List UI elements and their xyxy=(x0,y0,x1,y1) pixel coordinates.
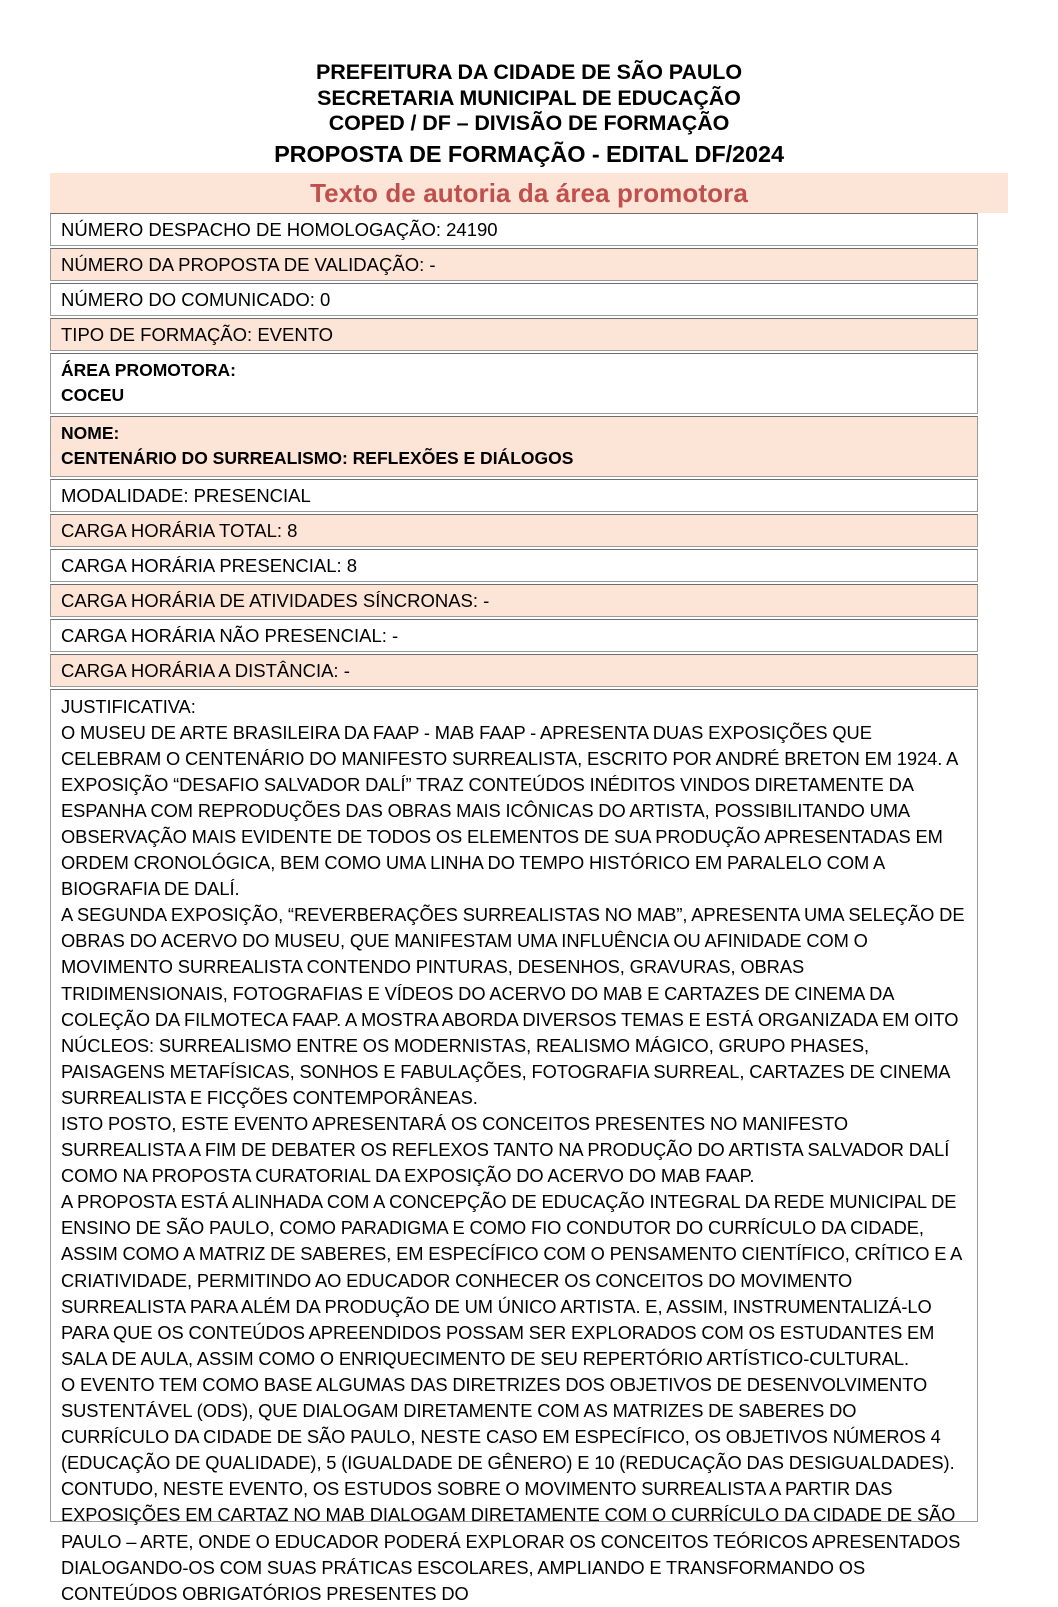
field-row xyxy=(50,479,978,512)
field-row xyxy=(50,549,978,582)
header-line-1: PREFEITURA DA CIDADE DE SÃO PAULO xyxy=(316,60,742,84)
justificativa-paragraph: ISTO POSTO, ESTE EVENTO APRESENTARÁ OS CONCEITOS PRESENTES NO MANIFESTO SURREALISTA A FIM DE DEBATER OS REFLEXOS TANTO NA PRODUÇÃO DO ARTISTA SALVADOR DALÍ COMO NA PROPOSTA CURATORIAL DA EXPOSIÇÃO DO ACERVO DO MAB FAAP. xyxy=(61,1113,950,1187)
field-value: COCEU xyxy=(61,384,125,405)
field-row xyxy=(50,416,978,477)
field-label: NÚMERO DESPACHO DE HOMOLOGAÇÃO: 24190 xyxy=(61,218,498,240)
field-row xyxy=(50,514,978,547)
field-label: CARGA HORÁRIA A DISTÂNCIA: - xyxy=(61,659,350,681)
field-row xyxy=(50,353,978,414)
justificativa-label: JUSTIFICATIVA: xyxy=(61,695,196,717)
field-row xyxy=(50,248,978,281)
section-banner xyxy=(50,173,1008,213)
justificativa-paragraph: O MUSEU DE ARTE BRASILEIRA DA FAAP - MAB FAAP - APRESENTA DUAS EXPOSIÇÕES QUE CELEBRAM O CENTENÁRIO DO MANIFESTO SURREALISTA, ESCRITO POR ANDRÉ BRETON EM 1924. A EXPOSIÇÃO “DESAFIO SALVADOR DALÍ” TRAZ CONTEÚDOS INÉDITOS VINDOS DIRETAMENTE DA ESPANHA COM REPRODUÇÕES DAS OBRAS MAIS ICÔNICAS DO ARTISTA, POSSIBILITANDO UMA OBSERVAÇÃO MAIS EVIDENTE DE TODOS OS ELEMENTOS DE SUA PRODUÇÃO APRESENTADAS EM ORDEM CRONOLÓGICA, BEM COMO UMA LINHA DO TEMPO HISTÓRICO EM PARALELO COM A BIOGRAFIA DE DALÍ. xyxy=(61,721,958,900)
justificativa-paragraph: A PROPOSTA ESTÁ ALINHADA COM A CONCEPÇÃO DE EDUCAÇÃO INTEGRAL DA REDE MUNICIPAL DE ENSINO DE SÃO PAULO, COMO PARADIGMA E COMO FIO CONDUTOR DO CURRÍCULO DA CIDADE, ASSIM COMO A MATRIZ DE SABERES, EM ESPECÍFICO COM O PENSAMENTO CIENTÍFICO, CRÍTICO E A CRIATIVIDADE, PERMITINDO AO EDUCADOR CONHECER OS CONCEITOS DO MOVIMENTO SURREALISTA PARA ALÉM DA PRODUÇÃO DE UM ÚNICO ARTISTA. E, ASSIM, INSTRUMENTALIZÁ-LO PARA QUE OS CONTEÚDOS APREENDIDOS POSSAM SER EXPLORADOS COM OS ESTUDANTES EM SALA DE AULA, ASSIM COMO O ENRIQUECIMENTO DE SEU REPERTÓRIO ARTÍSTICO-CULTURAL. xyxy=(61,1191,962,1369)
field-row xyxy=(50,213,978,246)
field-label: CARGA HORÁRIA NÃO PRESENCIAL: - xyxy=(61,624,399,646)
field-label: NÚMERO DO COMUNICADO: 0 xyxy=(61,288,331,310)
justificativa-paragraph: A SEGUNDA EXPOSIÇÃO, “REVERBERAÇÕES SURREALISTAS NO MAB”, APRESENTA UMA SELEÇÃO DE OBRAS DO ACERVO DO MUSEU, QUE MANIFESTAM UMA INFLUÊNCIA OU AFINIDADE COM O MOVIMENTO SURREALISTA CONTENDO PINTURAS, DESENHOS, GRAVURAS, OBRAS TRIDIMENSIONAIS, FOTOGRAFIAS E VÍDEOS DO ACERVO DO MAB E CARTAZES DE CINEMA DA COLEÇÃO DA FILMOTECA FAAP. A MOSTRA ABORDA DIVERSOS TEMAS E ESTÁ ORGANIZADA EM OITO NÚCLEOS: SURREALISMO ENTRE OS MODERNISTAS, REALISMO MÁGICO, GRUPO PHASES, PAISAGENS METAFÍSICAS, SONHOS E FABULAÇÕES, FOTOGRAFIA SURREAL, CARTAZES DE CINEMA SURREALISTA E FICÇÕES CONTEMPORÂNEAS. xyxy=(61,904,965,1108)
justificativa-block xyxy=(50,689,978,1604)
banner-title: Texto de autoria da área promotora xyxy=(310,177,748,208)
field-row xyxy=(50,283,978,316)
field-label: CARGA HORÁRIA TOTAL: 8 xyxy=(61,519,298,541)
header-line-3: COPED / DF – DIVISÃO DE FORMAÇÃO xyxy=(328,111,730,135)
header-line-2: SECRETARIA MUNICIPAL DE EDUCAÇÃO xyxy=(317,85,741,110)
field-row xyxy=(50,619,978,652)
field-row xyxy=(50,318,978,351)
field-label: MODALIDADE: PRESENCIAL xyxy=(61,484,311,506)
field-label: CARGA HORÁRIA PRESENCIAL: 8 xyxy=(61,554,358,576)
field-label: ÁREA PROMOTORA: xyxy=(61,359,236,380)
justificativa-paragraph: CONTUDO, NESTE EVENTO, OS ESTUDOS SOBRE O MOVIMENTO SURREALISTA A PARTIR DAS EXPOSIÇÕES EM CARTAZ NO MAB DIALOGAM DIRETAMENTE COM O CURRÍCULO DA CIDADE DE SÃO PAULO – ARTE, ONDE O EDUCADOR PODERÁ EXPLORAR OS CONCEITOS TEÓRICOS APRESENTADOS DIALOGANDO-OS COM SUAS PRÁTICAS ESCOLARES, AMPLIANDO E TRANSFORMANDO OS CONTEÚDOS OBRIGATÓRIOS PRESENTES DO xyxy=(61,1478,961,1604)
document-header xyxy=(0,0,1058,169)
field-label: NOME: xyxy=(61,422,120,443)
field-label: NÚMERO DA PROPOSTA DE VALIDAÇÃO: - xyxy=(61,253,436,275)
justificativa-paragraphs xyxy=(61,720,969,1607)
justificativa-paragraph: O EVENTO TEM COMO BASE ALGUMAS DAS DIRETRIZES DOS OBJETIVOS DE DESENVOLVIMENTO SUSTENTÁVEL (ODS), QUE DIALOGAM DIRETAMENTE COM AS MATRIZES DE SABERES DO CURRÍCULO DA CIDADE DE SÃO PAULO, NESTE CASO EM ESPECÍFICO, OS OBJETIVOS NÚMEROS 4 (EDUCAÇÃO DE QUALIDADE), 5 (IGUALDADE DE GÊNERO) E 10 (REDUCAÇÃO DAS DESIGUALDADES). xyxy=(61,1373,955,1474)
field-row xyxy=(50,654,978,687)
header-line-4: PROPOSTA DE FORMAÇÃO - EDITAL DF/2024 xyxy=(274,140,784,167)
field-label: TIPO DE FORMAÇÃO: EVENTO xyxy=(61,323,334,345)
field-table xyxy=(50,213,978,687)
field-label: CARGA HORÁRIA DE ATIVIDADES SÍNCRONAS: - xyxy=(61,589,490,611)
field-row xyxy=(50,584,978,617)
field-value: CENTENÁRIO DO SURREALISMO: REFLEXÕES E DIÁLOGOS xyxy=(61,447,574,468)
